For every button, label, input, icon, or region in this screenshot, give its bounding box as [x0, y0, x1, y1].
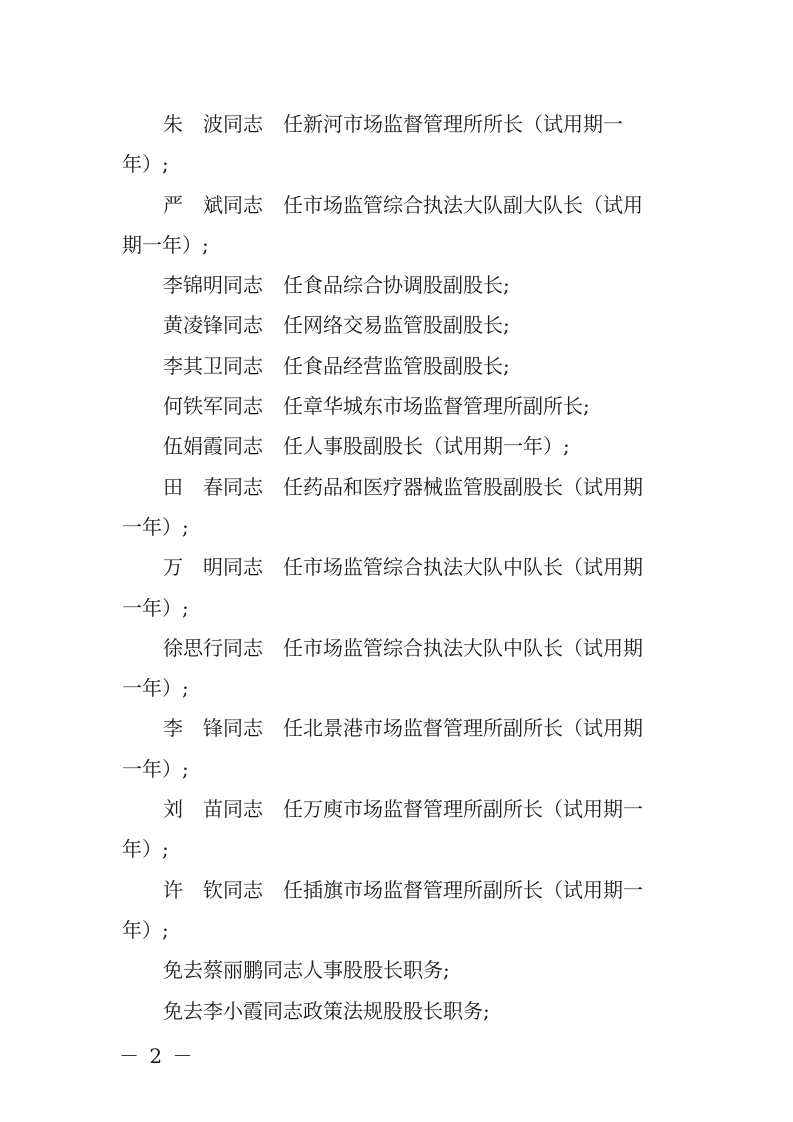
paragraph-continuation: 一年）;	[122, 676, 189, 701]
paragraph-line: 黄凌锋同志 任网络交易监管股副股长;	[163, 313, 510, 338]
paragraph-line: 许 钦同志 任插旗市场监督管理所副所长（试用期一	[163, 877, 643, 902]
paragraph-line: 田 春同志 任药品和医疗器械监管股副股长（试用期	[163, 474, 643, 499]
paragraph-3	[122, 265, 673, 305]
paragraph-line: 刘 苗同志 任万庾市场监督管理所副所长（试用期一	[163, 797, 643, 822]
paragraph-line: 李其卫同志 任食品经营监管股副股长;	[163, 353, 510, 378]
paragraph-5	[122, 346, 673, 386]
paragraph-12	[122, 789, 673, 870]
page-number: － 2 －	[119, 1044, 195, 1068]
paragraph-10	[122, 628, 673, 709]
paragraph-line: 李 锋同志 任北景港市场监督管理所副所长（试用期	[163, 716, 643, 741]
paragraph-continuation: 期一年）;	[122, 232, 209, 257]
paragraph-continuation: 年）;	[122, 152, 169, 177]
paragraph-line: 朱 波同志 任新河市场监督管理所所长（试用期一	[163, 112, 623, 136]
paragraph-line: 伍娟霞同志 任人事股副股长（试用期一年）;	[163, 434, 570, 459]
paragraph-13	[122, 870, 673, 951]
paragraph-continuation: 一年）;	[122, 756, 189, 781]
paragraph-continuation: 年）;	[122, 917, 169, 942]
paragraph-6	[122, 386, 673, 426]
paragraph-15	[122, 991, 673, 1031]
paragraph-14	[122, 950, 673, 990]
paragraph-1	[122, 104, 673, 185]
paragraph-2	[122, 185, 673, 266]
paragraph-11	[122, 708, 673, 789]
paragraph-4	[122, 305, 673, 345]
paragraph-line: 李锦明同志 任食品综合协调股副股长;	[163, 273, 510, 298]
paragraph-line: 免去李小霞同志政策法规股股长职务;	[163, 998, 490, 1023]
paragraph-9	[122, 547, 673, 628]
paragraph-7	[122, 426, 673, 466]
paragraph-continuation: 一年）;	[122, 514, 189, 539]
paragraph-line: 严 斌同志 任市场监管综合执法大队副大队长（试用	[163, 192, 643, 217]
paragraph-line: 免去蔡丽鹏同志人事股股长职务;	[163, 958, 450, 983]
document-body	[122, 104, 673, 1031]
paragraph-line: 徐思行同志 任市场监管综合执法大队中队长（试用期	[163, 635, 643, 660]
paragraph-line: 何铁军同志 任章华城东市场监督管理所副所长;	[163, 394, 590, 419]
paragraph-continuation: 年）;	[122, 837, 169, 862]
paragraph-8	[122, 467, 673, 548]
paragraph-continuation: 一年）;	[122, 595, 189, 620]
paragraph-line: 万 明同志 任市场监管综合执法大队中队长（试用期	[163, 555, 643, 580]
